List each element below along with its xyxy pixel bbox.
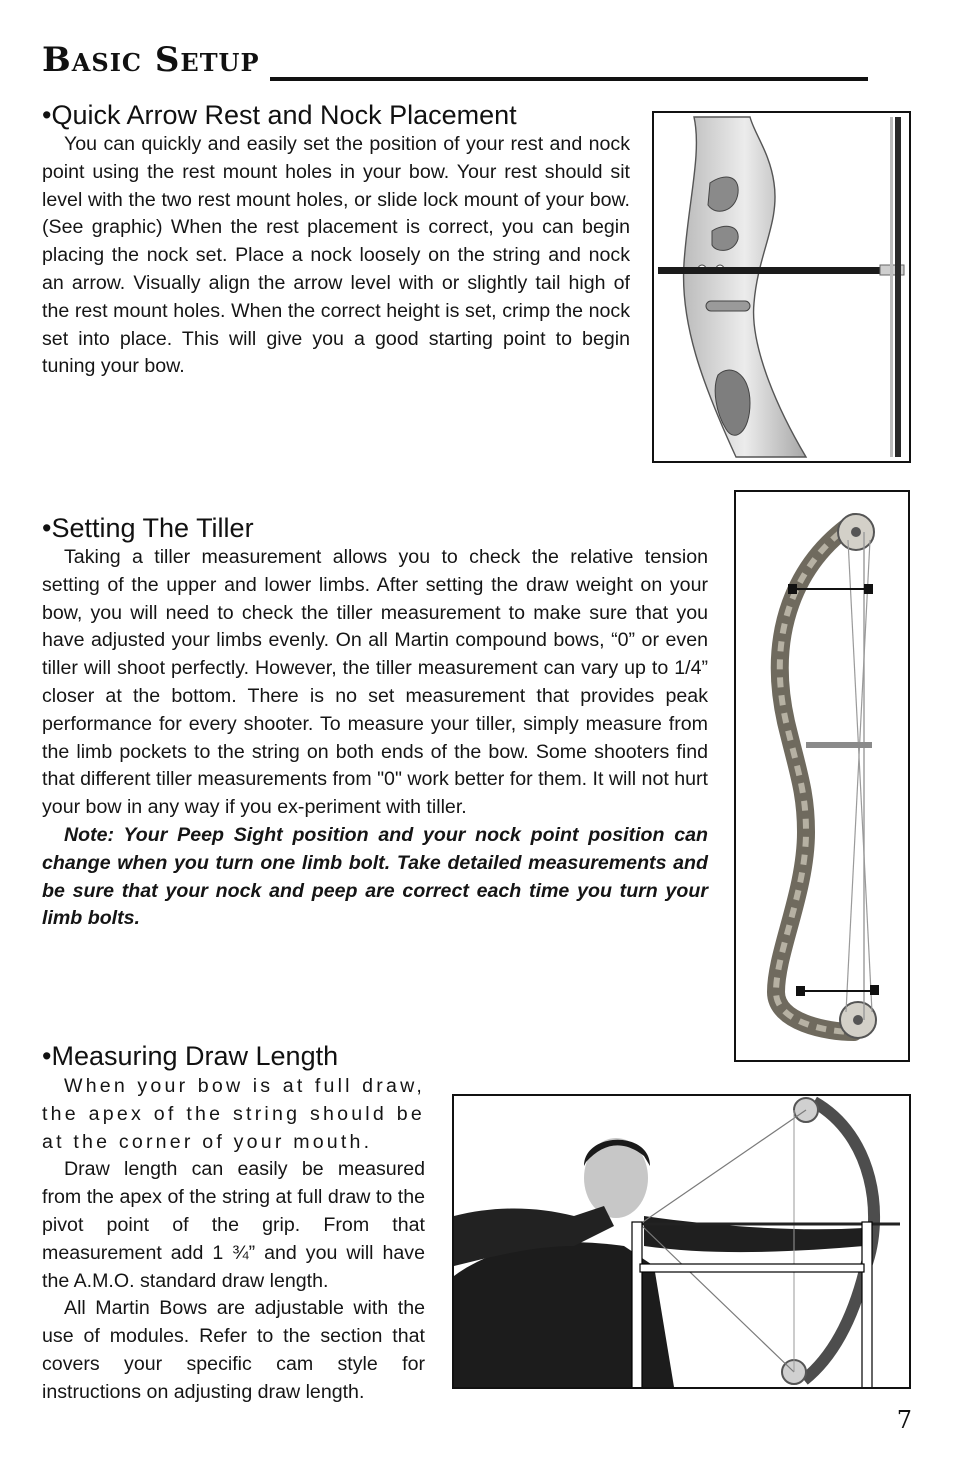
figure-archer: [452, 1094, 911, 1389]
paragraph: Taking a tiller measurement allows you to check the relative tension setting of the upper and lower limbs. After setting the draw weight on your bow, you will need to check the tiller measurement to make sure that you have adjusted your limbs evenly. On all Martin compound bows, “0” or even tiller will shoot perfectly. However, the tiller measurement can vary up to 1/4” closer at the bottom. There is no set measurement that provides peak performance for every shooter. To measure your tiller, simply measure from the limb pockets to the string on both ends of the bow. Some shooters find that different tiller measurements from "0" work better for them. It will not hurt your bow in any way if you ex-periment with tiller.: [42, 546, 708, 819]
paragraph: All Martin Bows are adjustable with the use of modules. Refer to the section that covers your specific cam style for instructions on adjusting draw length.: [42, 1297, 425, 1403]
section-heading-arrow-rest: •Quick Arrow Rest and Nock Placement: [42, 100, 517, 130]
paragraph: You can quickly and easily set the position of your rest and nock point using the rest mount holes in your bow. Your rest should sit level with the two rest mount holes, or slide lock mount of your bow. (See graphic) When the rest placement is correct, you can begin placing the nock set. Place a nock loosely on the string and nock an arrow. Visually align the arrow level with or slightly tail high of the rest mount holes. When the correct height is set, crimp the nock set into place. This will give you a good starting point to begin tuning your bow.: [42, 133, 630, 378]
section-body-draw-length: [42, 1073, 425, 1407]
bow-riser-rest-mount-illustration: [654, 113, 909, 461]
section-body-arrow-rest: [42, 131, 630, 381]
figure-bow-riser: [652, 111, 911, 463]
page-number: 7: [896, 1406, 912, 1434]
compound-bow-tiller-illustration: [736, 492, 908, 1060]
title-rule: [270, 77, 868, 81]
figure-compound-bow: [734, 490, 910, 1062]
note-paragraph: Note: Your Peep Sight position and your nock point position can change when you turn one limb bolt. Take detailed measurements and be sure that your nock and peep are correct each time you turn your limb bolts.: [42, 823, 708, 930]
paragraph: When your bow is at full draw, the apex of the string should be at the corner of your mouth.: [42, 1075, 425, 1153]
section-body-tiller: [42, 544, 708, 933]
section-heading-draw-length: •Measuring Draw Length: [42, 1041, 339, 1071]
section-heading-tiller: •Setting The Tiller: [42, 513, 254, 543]
page-title: Basic Setup: [42, 40, 260, 80]
paragraph: Draw length can easily be measured from the apex of the string at full draw to the pivot point of the grip. From that measurement add 1 ¾” and you will have the A.M.O. standard draw length.: [42, 1158, 425, 1292]
archer-at-full-draw-photo: [454, 1096, 909, 1387]
